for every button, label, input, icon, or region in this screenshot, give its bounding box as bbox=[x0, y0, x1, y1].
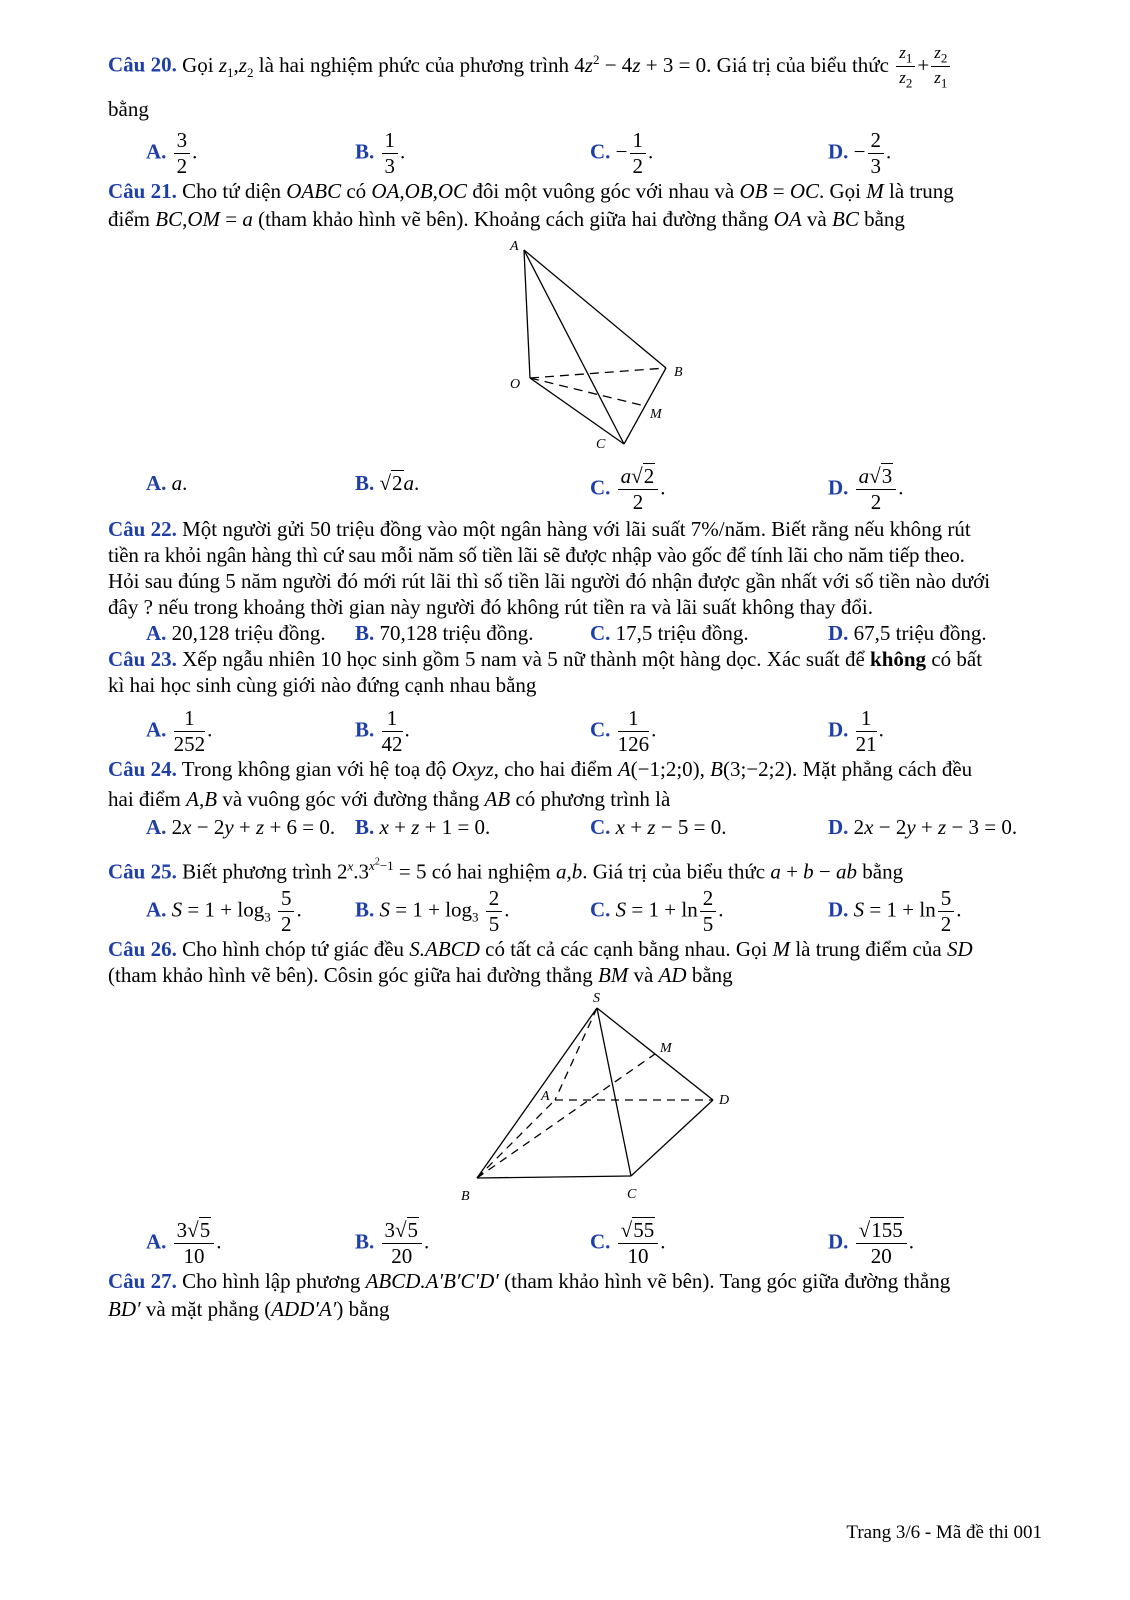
q24-option-d: D. 2x − 2y + z − 3 = 0. bbox=[828, 815, 1018, 839]
edge-sc bbox=[597, 1008, 631, 1176]
q26-line2: (tham khảo hình vẽ bên). Côsin góc giữa hai đường thẳng BM và AD bằng bbox=[108, 963, 733, 987]
q20-label: Câu 20. bbox=[108, 52, 177, 77]
q25-option-d: D. S = 1 + ln $\frac{5}{2}$ . bbox=[828, 886, 962, 936]
q23-text1b: không bbox=[870, 647, 927, 671]
q24-line1: Câu 24. Trong không gian với hệ toạ độ Oxyz, cho hai điểm A(−1;2;0), B(3;−2;2). Mặt phẳng cách đều bbox=[108, 757, 973, 781]
q22-line4: đây ? nếu trong khoảng thời gian này người đó không rút tiền ra và lãi suất không thay đổi. bbox=[108, 595, 873, 619]
q24-label: Câu 24. bbox=[108, 757, 177, 781]
q20-option-c: C. − $\frac{1}{2}$ . bbox=[590, 128, 654, 178]
label-C: C bbox=[627, 1187, 637, 1202]
pyramid-figure bbox=[455, 988, 745, 1208]
q20-line1 bbox=[108, 44, 1058, 90]
q24-option-c: C. x + z − 5 = 0. bbox=[590, 815, 727, 839]
q21-label: Câu 21. bbox=[108, 179, 177, 203]
q22-option-b: B. 70,128 triệu đồng. bbox=[355, 621, 534, 645]
q20-option-b: B. $\frac{1}{3}$ . bbox=[355, 128, 406, 178]
label-S: S bbox=[593, 991, 600, 1006]
q23-option-a: A. $\frac{1}{252}$ . bbox=[146, 706, 213, 756]
q24-line2: hai điểm A,B và vuông góc với đường thẳng AB có phương trình là bbox=[108, 787, 671, 811]
q20-line2: bằng bbox=[108, 97, 149, 121]
q23-text1a: Xếp ngẫu nhiên 10 học sinh gồm 5 nam và 5 nữ thành một hàng dọc. Xác suất để bbox=[182, 647, 865, 671]
q23-option-c: C. $\frac{1}{126}$ . bbox=[590, 706, 657, 756]
q22-option-a: A. 20,128 triệu đồng. bbox=[146, 621, 326, 645]
q22-label: Câu 22. bbox=[108, 517, 177, 541]
edge-sa bbox=[555, 1008, 597, 1100]
q22-option-d: D. 67,5 triệu đồng. bbox=[828, 621, 987, 645]
q23-option-d: D. $\frac{1}{21}$ . bbox=[828, 706, 884, 756]
segment-om bbox=[530, 378, 645, 406]
q22-line2: tiền ra khỏi ngân hàng thì cứ sau mỗi năm số tiền lãi sẽ được nhập vào gốc để tính lãi cho năm tiếp theo. bbox=[108, 543, 965, 567]
label-M: M bbox=[660, 1041, 672, 1056]
q22-line1: Câu 22. Một người gửi 50 triệu đồng vào một ngân hàng với lãi suất 7%/năm. Biết rằng nếu không rút bbox=[108, 517, 971, 541]
label-C: C bbox=[596, 437, 606, 452]
edge-ab bbox=[524, 250, 666, 368]
label-A: A bbox=[541, 1089, 550, 1104]
q21-option-a: A. a. bbox=[146, 471, 188, 495]
label-O: O bbox=[510, 377, 521, 392]
edge-ac bbox=[524, 250, 624, 444]
q20-option-a: A. $\frac{3}{2}$ . bbox=[146, 128, 198, 178]
q27-line2: BD′ và mặt phẳng (ADD′A′) bằng bbox=[108, 1297, 390, 1321]
q26-option-b: B. $\frac{3√5}{20}$ . bbox=[355, 1218, 430, 1268]
q27-line1: Câu 27. Cho hình lập phương ABCD.A′B′C′D′ (tham khảo hình vẽ bên). Tang góc giữa đường thẳng bbox=[108, 1269, 951, 1293]
edge-cd bbox=[631, 1100, 713, 1176]
label-B: B bbox=[674, 365, 683, 380]
q20-option-d: D. − $\frac{2}{3}$ . bbox=[828, 128, 892, 178]
q25-label: Câu 25. bbox=[108, 859, 177, 884]
q26-label: Câu 26. bbox=[108, 937, 177, 961]
label-B: B bbox=[461, 1189, 470, 1204]
q22-line3: Hỏi sau đúng 5 năm người đó mới rút lãi thì số tiền lãi người đó nhận được gần nhất với số tiền nào dưới bbox=[108, 569, 991, 593]
q21-option-c: C. $\frac{a√2}{2}$ . bbox=[590, 464, 666, 514]
q25-option-b: B. $S = 1 + \log_3$ $\frac{2}{5}$ . bbox=[355, 886, 510, 936]
label-D: D bbox=[719, 1093, 730, 1108]
q26-option-d: D. $\frac{√155}{20}$ . bbox=[828, 1218, 914, 1268]
q27-label: Câu 27. bbox=[108, 1269, 177, 1293]
q21-option-b: B. √2a. bbox=[355, 471, 420, 495]
q25-option-c: C. S = 1 + ln $\frac{2}{5}$ . bbox=[590, 886, 724, 936]
q24-option-a: A. 2x − 2y + z + 6 = 0. bbox=[146, 815, 336, 839]
q23-line2: kì hai học sinh cùng giới nào đứng cạnh nhau bằng bbox=[108, 673, 537, 697]
edge-oc bbox=[530, 378, 624, 444]
q23-text1c: có bất bbox=[931, 647, 983, 671]
q25-line1: Câu 25. Biết phương trình $2^x.3^{x^2-1} = 5$ có hai nghiệm a,b. Giá trị của biểu thức a + b − ab bằng bbox=[108, 857, 904, 884]
q21-line1: Câu 21. Cho tứ diện OABC có OA,OB,OC đôi một vuông góc với nhau và OB = OC. Gọi M là trung bbox=[108, 179, 954, 203]
q22-option-c: C. 17,5 triệu đồng. bbox=[590, 621, 749, 645]
q23-line1 bbox=[108, 646, 1058, 672]
q23-label: Câu 23. bbox=[108, 647, 177, 671]
page-footer: Trang 3/6 - Mã đề thi 001 bbox=[846, 1522, 1042, 1543]
q20-text: Gọi $z_1,z_2$ là hai nghiệm phức của phương trình $4z^2 - 4z + 3 = 0$. Giá trị của biểu thức $\frac{z_1}{z_2}$ + $\frac{z_2}{z_1}$ bbox=[182, 53, 952, 77]
q21-line2: điểm BC,OM = a (tham khảo hình vẽ bên). Khoảng cách giữa hai đường thẳng OA và BC bằng bbox=[108, 207, 905, 231]
q26-line1: Câu 26. Cho hình chóp tứ giác đều S.ABCD có tất cả các cạnh bằng nhau. Gọi M là trung điểm của SD bbox=[108, 937, 973, 961]
label-M: M bbox=[650, 407, 662, 422]
edge-ba bbox=[477, 1100, 555, 1178]
edge-ob bbox=[530, 368, 666, 378]
q26-option-c: C. $\frac{√55}{10}$ . bbox=[590, 1218, 666, 1268]
q26-option-a: A. $\frac{3√5}{10}$ . bbox=[146, 1218, 222, 1268]
tetrahedron-figure bbox=[490, 236, 700, 452]
edge-sb bbox=[477, 1008, 597, 1178]
q21-option-d: D. $\frac{a√3}{2}$ . bbox=[828, 464, 904, 514]
label-A: A bbox=[510, 239, 519, 254]
q23-option-b: B. $\frac{1}{42}$ . bbox=[355, 706, 410, 756]
edge-oa bbox=[524, 250, 530, 378]
edge-bc bbox=[477, 1176, 631, 1178]
q25-option-a: A. $S = 1 + \log_3$ $\frac{5}{2}$ . bbox=[146, 886, 302, 936]
q24-option-b: B. x + z + 1 = 0. bbox=[355, 815, 491, 839]
edge-bc bbox=[624, 368, 666, 444]
